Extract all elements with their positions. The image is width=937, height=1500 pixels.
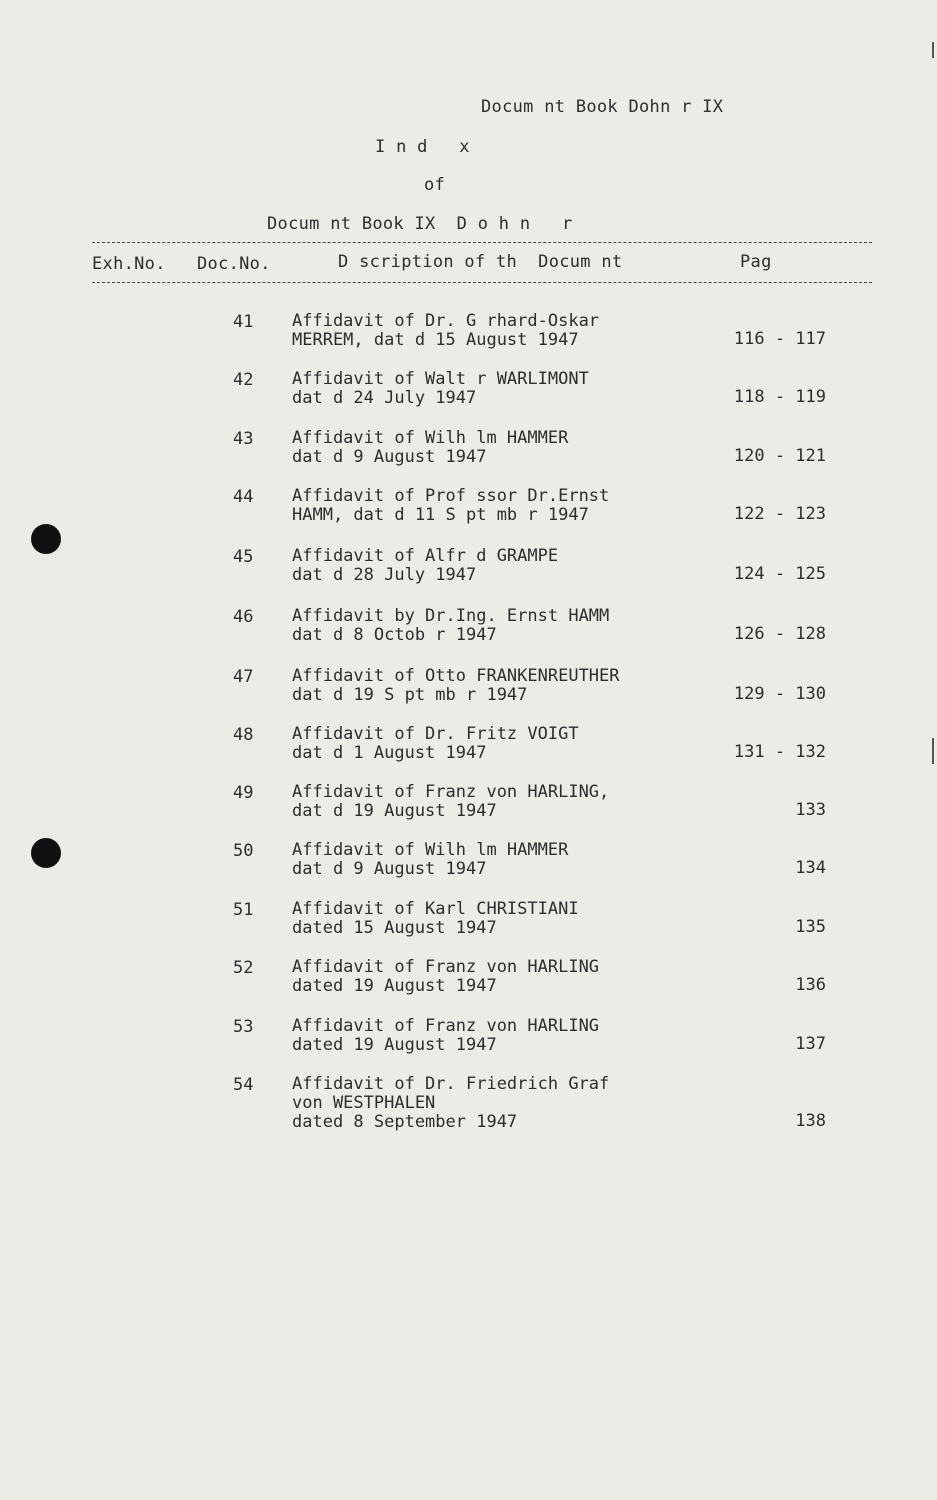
document-description bbox=[292, 841, 568, 879]
description-line: Affidavit of Wilh lm HAMMER bbox=[292, 840, 569, 860]
page-range: 120 - 121 bbox=[733, 446, 826, 466]
description-line: dat d 1 August 1947 bbox=[292, 743, 487, 763]
description-line: Affidavit of Franz von HARLING bbox=[292, 1016, 600, 1036]
description-line: Affidavit of Franz von HARLING, bbox=[292, 782, 610, 802]
index-title: I n d x bbox=[375, 137, 470, 157]
description-line: dated 19 August 1947 bbox=[292, 976, 497, 996]
punch-hole-lower bbox=[31, 838, 61, 868]
description-line: dat d 19 S pt mb r 1947 bbox=[292, 685, 528, 705]
doc-number: 53 bbox=[233, 1017, 254, 1037]
description-line: dat d 19 August 1947 bbox=[292, 801, 497, 821]
doc-number: 47 bbox=[233, 667, 254, 687]
page-range: 124 - 125 bbox=[733, 564, 826, 584]
page-range: 129 - 130 bbox=[733, 684, 826, 704]
description-line: Affidavit of Karl CHRISTIANI bbox=[292, 899, 579, 919]
divider-bottom bbox=[92, 282, 872, 283]
description-line: dated 19 August 1947 bbox=[292, 1035, 497, 1055]
document-description bbox=[292, 783, 609, 821]
description-line: dat d 9 August 1947 bbox=[292, 447, 487, 467]
doc-number: 41 bbox=[233, 312, 254, 332]
doc-number: 50 bbox=[233, 841, 254, 861]
doc-number: 48 bbox=[233, 725, 254, 745]
description-line: Affidavit of Walt r WARLIMONT bbox=[292, 369, 589, 389]
doc-number: 42 bbox=[233, 370, 254, 390]
doc-number: 49 bbox=[233, 783, 254, 803]
description-line: Affidavit of Otto FRANKENREUTHER bbox=[292, 666, 620, 686]
description-line: Affidavit of Dr. G rhard-Oskar bbox=[292, 311, 600, 331]
description-line: Affidavit of Prof ssor Dr.Ernst bbox=[292, 486, 610, 506]
description-line: HAMM, dat d 11 S pt mb r 1947 bbox=[292, 505, 589, 525]
description-line: Affidavit of Dr. Friedrich Graf bbox=[292, 1074, 610, 1094]
book-reference: Docum nt Book Dohn r IX bbox=[481, 97, 724, 117]
document-description bbox=[292, 607, 609, 645]
doc-number: 54 bbox=[233, 1075, 254, 1095]
description-line: Affidavit of Alfr d GRAMPE bbox=[292, 546, 559, 566]
description-line: Affidavit by Dr.Ing. Ernst HAMM bbox=[292, 606, 610, 626]
document-description bbox=[292, 725, 579, 763]
page-range: 136 bbox=[795, 975, 826, 995]
document-description bbox=[292, 370, 589, 408]
page-range: 135 bbox=[795, 917, 826, 937]
document-description bbox=[292, 667, 620, 705]
document-description bbox=[292, 312, 599, 350]
description-line: dat d 8 Octob r 1947 bbox=[292, 625, 497, 645]
document-description bbox=[292, 429, 568, 467]
page-range: 138 bbox=[795, 1111, 826, 1131]
description-line: dat d 24 July 1947 bbox=[292, 388, 477, 408]
doc-number: 51 bbox=[233, 900, 254, 920]
column-header-exh: Exh.No. bbox=[92, 254, 166, 274]
description-line: Affidavit of Dr. Fritz VOIGT bbox=[292, 724, 579, 744]
description-line: Affidavit of Wilh lm HAMMER bbox=[292, 428, 569, 448]
page-range: 133 bbox=[795, 800, 826, 820]
doc-number: 46 bbox=[233, 607, 254, 627]
document-description bbox=[292, 1075, 609, 1132]
document-description bbox=[292, 958, 599, 996]
page-range: 126 - 128 bbox=[733, 624, 826, 644]
page-range: 137 bbox=[795, 1034, 826, 1054]
doc-number: 43 bbox=[233, 429, 254, 449]
page-range: 116 - 117 bbox=[733, 329, 826, 349]
document-description bbox=[292, 900, 579, 938]
page-range: 134 bbox=[795, 858, 826, 878]
doc-number: 52 bbox=[233, 958, 254, 978]
page-range: 122 - 123 bbox=[733, 504, 826, 524]
doc-number: 44 bbox=[233, 487, 254, 507]
document-description bbox=[292, 1017, 599, 1055]
column-header-page: Pag bbox=[740, 252, 772, 272]
page-range: 131 - 132 bbox=[733, 742, 826, 762]
page-range: 118 - 119 bbox=[733, 387, 826, 407]
document-description bbox=[292, 487, 609, 525]
punch-hole-upper bbox=[31, 524, 61, 554]
description-line: dated 15 August 1947 bbox=[292, 918, 497, 938]
index-subtitle: Docum nt Book IX D o h n r bbox=[267, 214, 573, 234]
column-header-doc: Doc.No. bbox=[197, 254, 271, 274]
description-line: dat d 28 July 1947 bbox=[292, 565, 477, 585]
page-edge-mark bbox=[932, 738, 934, 764]
description-line: dat d 9 August 1947 bbox=[292, 859, 487, 879]
page-edge-mark-top bbox=[932, 42, 934, 58]
document-description bbox=[292, 547, 558, 585]
doc-number: 45 bbox=[233, 547, 254, 567]
column-header-description: D scription of th Docum nt bbox=[338, 252, 623, 272]
description-line: von WESTPHALEN bbox=[292, 1093, 436, 1113]
index-of: of bbox=[424, 175, 446, 195]
description-line: dated 8 September 1947 bbox=[292, 1112, 518, 1132]
description-line: Affidavit of Franz von HARLING bbox=[292, 957, 600, 977]
description-line: MERREM, dat d 15 August 1947 bbox=[292, 330, 579, 350]
divider-top bbox=[92, 242, 872, 243]
